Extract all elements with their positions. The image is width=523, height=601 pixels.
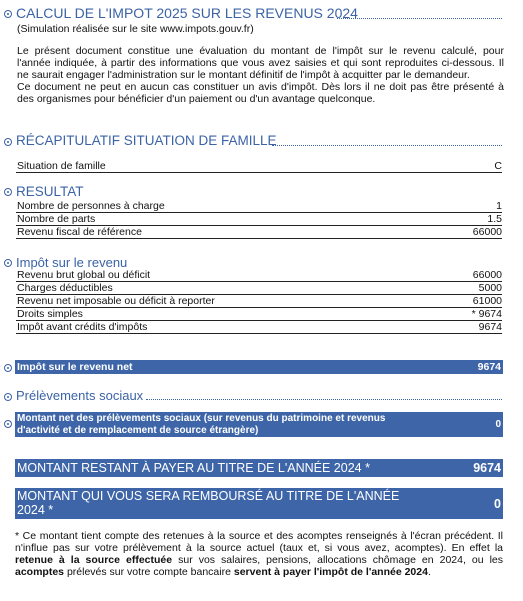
- title-dotted-rule: [337, 18, 502, 19]
- page-subtitle: (Simulation réalisée sur le site www.impots.gouv.fr): [17, 23, 254, 35]
- table-row: [16, 322, 502, 334]
- footnote-text: prélevés sur votre compte bancaire: [64, 566, 234, 578]
- intro-line: des organismes pour bénéficier d'un paiement ou d'un avantage quelconque.: [17, 93, 376, 105]
- section-dotted-rule: [272, 145, 502, 146]
- montant-rembourse-value: 0: [494, 497, 501, 511]
- intro-line: ne saurait engager l'administration sur le montant définitif de l'impôt à acquitter par le demandeur.: [17, 69, 470, 81]
- section-bullet-icon: [4, 138, 12, 146]
- section-bullet-icon: [4, 420, 12, 428]
- montant-restant-label: MONTANT RESTANT À PAYER AU TITRE DE L'ANNÉE 2024 *: [17, 461, 370, 475]
- montant-rembourse-label-line1: MONTANT QUI VOUS SERA REMBOURSÉ AU TITRE DE L'ANNÉE: [17, 489, 400, 503]
- impot-net-bar: [15, 360, 503, 374]
- section-title-impot: Impôt sur le revenu: [16, 255, 128, 270]
- footnote-text: sur vos salaires, pensions, allocations chômage en 2024, ou les: [172, 554, 503, 566]
- montant-rembourse-label-line2: 2024 *: [17, 503, 54, 517]
- table-row: [16, 214, 502, 226]
- table-row: [16, 161, 502, 173]
- row-label: Droits simples: [17, 308, 83, 320]
- row-label: Charges déductibles: [17, 282, 113, 294]
- impot-net-value: 9674: [477, 361, 501, 373]
- row-value: 1: [496, 200, 502, 212]
- row-label: Nombre de personnes à charge: [17, 200, 165, 212]
- table-row: [16, 227, 502, 239]
- intro-line: l'année indiquée, à partir des informations que vous avez saisies et qui sont reproduites ci-dessous. Il: [17, 57, 504, 69]
- impot-net-label: Impôt sur le revenu net: [17, 361, 133, 373]
- footnote-bold: servent à payer l'impôt de l'année 2024: [233, 566, 428, 578]
- prelevements-net-value: 0: [495, 419, 501, 430]
- montant-rembourse-bar: [15, 488, 503, 519]
- footnote-line: n'influe pas sur votre prélèvement à la source actuel (taux et, si vous avez, acomptes). En effet la: [15, 542, 503, 554]
- prelevements-net-bar: [15, 412, 503, 437]
- section-dotted-rule: [146, 399, 502, 400]
- section-bullet-icon: [4, 259, 12, 267]
- page-title: CALCUL DE L'IMPOT 2025 SUR LES REVENUS 2024: [16, 5, 358, 21]
- footnote-text: .: [427, 566, 431, 578]
- intro-line: Ce document ne peut en aucun cas constituer un avis d'impôt. Dès lors il ne doit pas être présenté à: [17, 81, 504, 93]
- section-title-prelevements: Prélèvements sociaux: [16, 388, 144, 403]
- section-bullet-icon: [4, 364, 12, 372]
- table-row: [16, 296, 502, 308]
- table-row: [16, 309, 502, 321]
- table-row: [16, 270, 502, 282]
- row-value: 1.5: [487, 213, 502, 225]
- footnote-line: [15, 554, 503, 566]
- section-bullet-icon: [4, 393, 12, 401]
- section-bullet-icon: [4, 10, 12, 18]
- row-label: Revenu brut global ou déficit: [17, 269, 151, 281]
- row-value: C: [494, 160, 502, 172]
- row-label: Impôt avant crédits d'impôts: [17, 321, 148, 333]
- section-title-resultat: RESULTAT: [16, 184, 84, 199]
- table-row: [16, 201, 502, 213]
- prelevements-net-label-line1: Montant net des prélèvements sociaux (sur revenus du patrimoine et revenus: [17, 413, 386, 424]
- row-value: 66000: [472, 269, 502, 281]
- row-label: Revenu net imposable ou déficit à reporter: [17, 295, 215, 307]
- row-label: Situation de famille: [17, 160, 106, 172]
- prelevements-net-label-line2: d'activité et de remplacement de source étrangère): [17, 424, 259, 436]
- intro-line: Le présent document constitue une évaluation du montant de l'impôt sur le revenu calculé, pour: [17, 45, 504, 57]
- footnote-line: * Ce montant tient compte des retenues à la source et des acomptes renseignés à l'écran précédent. Il: [15, 530, 503, 542]
- footnote-line: [15, 566, 503, 578]
- montant-restant-bar: [15, 459, 503, 477]
- table-row: [16, 283, 502, 295]
- footnote-bold: acomptes: [15, 566, 65, 578]
- row-value: 66000: [472, 226, 502, 238]
- row-label: Revenu fiscal de référence: [17, 226, 142, 238]
- row-value: * 9674: [471, 308, 502, 320]
- section-bullet-icon: [4, 188, 12, 196]
- row-value: 61000: [472, 295, 502, 307]
- row-value: 5000: [478, 282, 502, 294]
- row-value: 9674: [478, 321, 502, 333]
- section-title-famille: RÉCAPITULATIF SITUATION DE FAMILLE: [16, 133, 277, 148]
- row-label: Nombre de parts: [17, 213, 96, 225]
- footnote-bold: retenue à la source effectuée: [15, 554, 173, 566]
- montant-restant-value: 9674: [473, 461, 501, 475]
